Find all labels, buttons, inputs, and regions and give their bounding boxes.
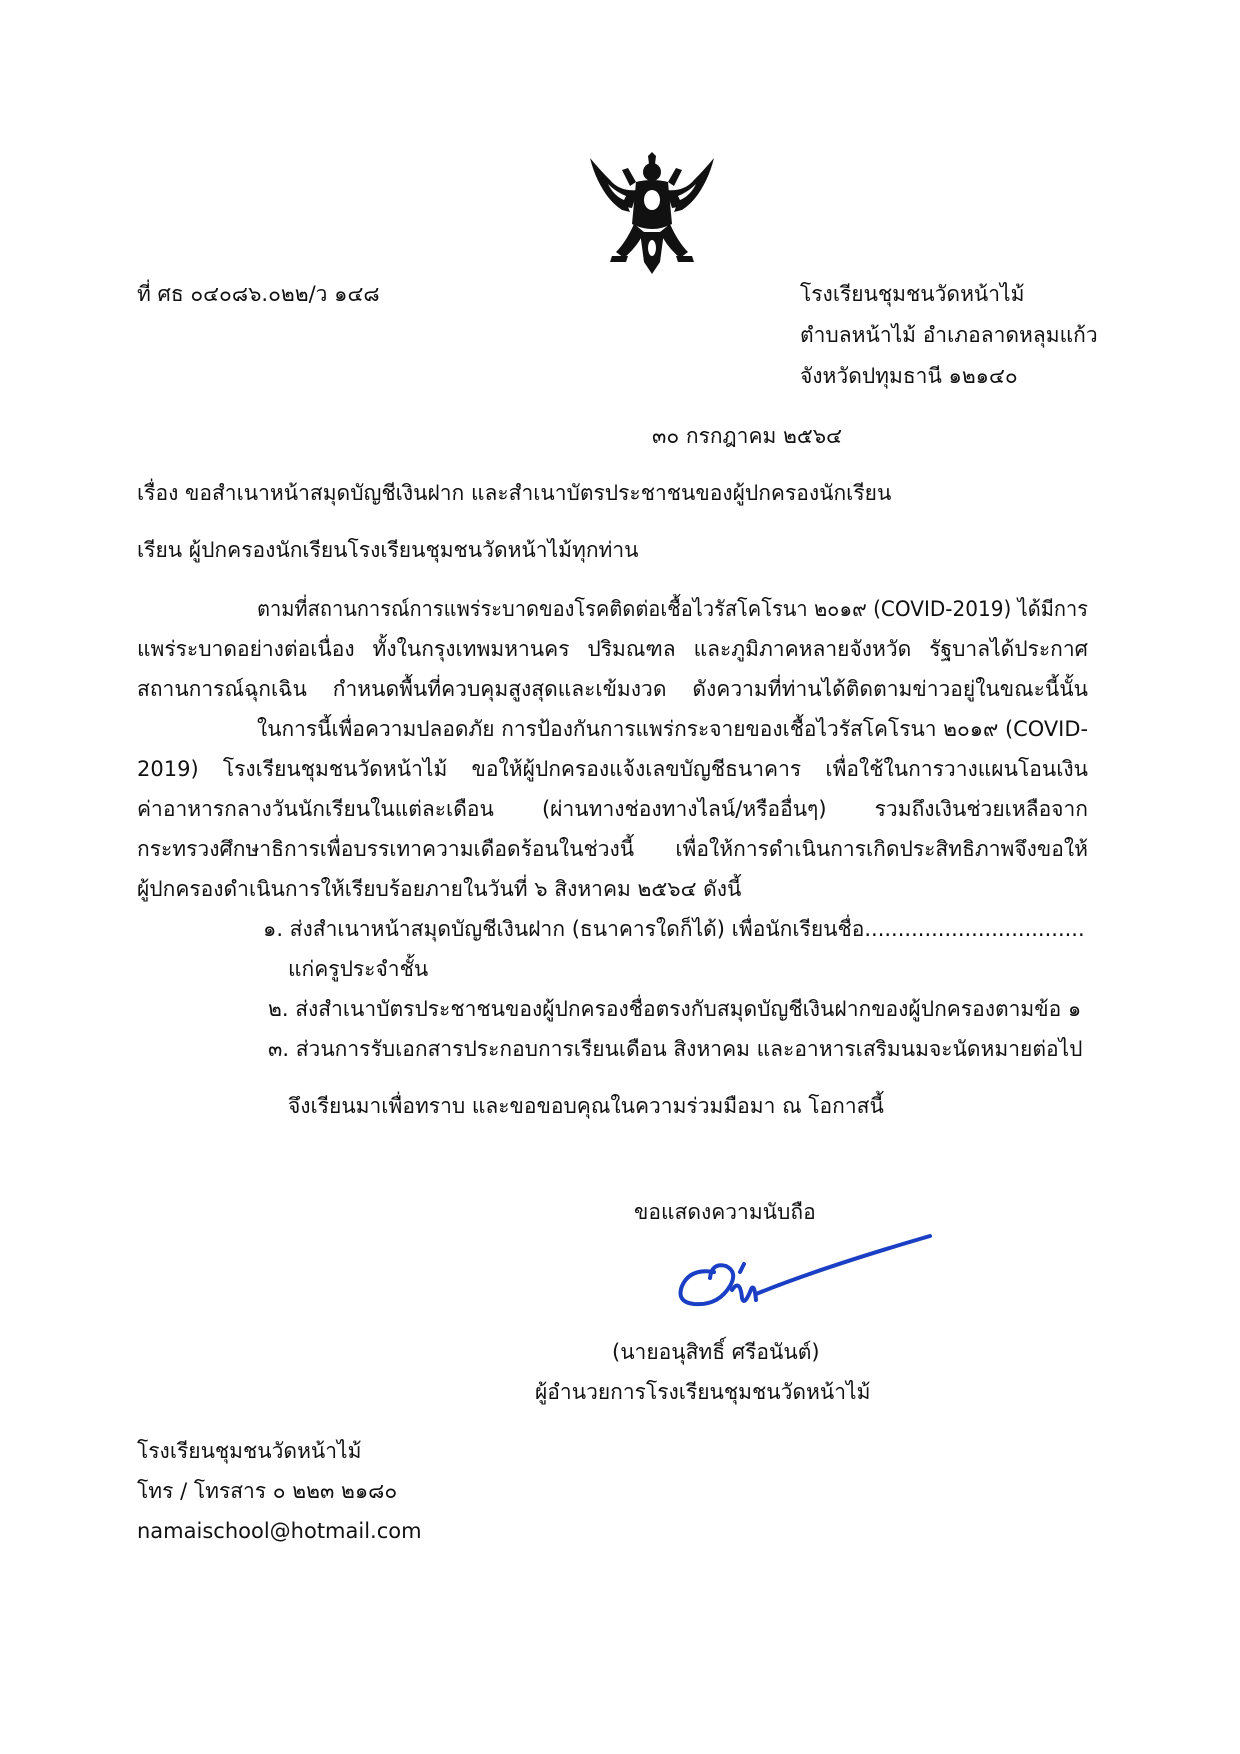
item-1-continuation: แก่ครูประจำชั้น: [288, 957, 429, 981]
para2-line-5: ผู้ปกครองดำเนินการให้เรียบร้อยภายในวันที่ ๖ สิงหาคม ๒๕๖๔ ดังนี้: [137, 877, 742, 901]
para2-line-2: 2019) โรงเรียนชุมชนวัดหน้าไม้ ขอให้ผู้ปกครองแจ้งเลขบัญชีธนาคาร เพื่อใช้ในการวางแผนโอนเงิน: [137, 757, 1088, 781]
address-line-2: จังหวัดปทุมธานี ๑๒๑๔๐: [800, 364, 1018, 388]
item-2: ๒. ส่งสำเนาบัตรประชาชนของผู้ปกครองชื่อตรงกับสมุดบัญชีเงินฝากของผู้ปกครองตามข้อ ๑: [268, 997, 1082, 1021]
handwritten-signature: [670, 1228, 940, 1316]
closing-sentence: จึงเรียนมาเพื่อทราบ และขอขอบคุณในความร่วมมือมา ณ โอกาสนี้: [288, 1094, 884, 1118]
letter-date: ๓๐ กรกฎาคม ๒๕๖๔: [652, 424, 842, 448]
para2-line-1: ในการนี้เพื่อความปลอดภัย การป้องกันการแพร่กระจายของเชื้อไวรัสโคโรนา ๒๐๑๙ (COVID-: [257, 717, 1088, 741]
recipient-line: เรียน ผู้ปกครองนักเรียนโรงเรียนชุมชนวัดหน้าไม้ทุกท่าน: [137, 538, 639, 562]
subject-line: เรื่อง ขอสำเนาหน้าสมุดบัญชีเงินฝาก และสำเนาบัตรประชาชนของผู้ปกครองนักเรียน: [137, 481, 892, 505]
signatory-position: ผู้อำนวยการโรงเรียนชุมชนวัดหน้าไม้: [535, 1380, 871, 1404]
footer-email: namaischool@hotmail.com: [137, 1519, 422, 1543]
para1-line-1: ตามที่สถานการณ์การแพร่ระบาดของโรคติดต่อเชื้อไวรัสโคโรนา ๒๐๑๙ (COVID-2019) ได้มีการ: [257, 597, 1088, 621]
item-3: ๓. ส่วนการรับเอกสารประกอบการเรียนเดือน สิงหาคม และอาหารเสริมนมจะนัดหมายต่อไป: [268, 1037, 1083, 1061]
para1-line-2: แพร่ระบาดอย่างต่อเนื่อง ทั้งในกรุงเทพมหานคร ปริมณฑล และภูมิภาคหลายจังหวัด รัฐบาลได้ประกาศ: [137, 637, 1088, 661]
salutation: ขอแสดงความนับถือ: [634, 1200, 816, 1224]
garuda-emblem-icon: [586, 152, 718, 280]
reference-number: ที่ ศธ ๐๔๐๘๖.๐๒๒/ว ๑๔๘: [137, 282, 380, 306]
para2-line-4: กระทรวงศึกษาธิการเพื่อบรรเทาความเดือดร้อนในช่วงนี้ เพื่อให้การดำเนินการเกิดประสิทธิภาพจึงขอให้: [137, 837, 1088, 861]
footer-school: โรงเรียนชุมชนวัดหน้าไม้: [137, 1439, 362, 1463]
school-name: โรงเรียนชุมชนวัดหน้าไม้: [800, 282, 1025, 306]
para2-line-3: ค่าอาหารกลางวันนักเรียนในแต่ละเดือน (ผ่านทางช่องทางไลน์/หรืออื่นๆ) รวมถึงเงินช่วยเหลือจาก: [137, 797, 1088, 821]
signatory-name: (นายอนุสิทธิ์ ศรีอนันต์): [612, 1340, 820, 1364]
footer-phone: โทร / โทรสาร ๐ ๒๒๓ ๒๑๘๐: [137, 1479, 398, 1503]
item-1: ๑. ส่งสำเนาหน้าสมุดบัญชีเงินฝาก (ธนาคารใดก็ได้) เพื่อนักเรียนชื่อ.................................: [263, 917, 1085, 941]
para1-line-3: สถานการณ์ฉุกเฉิน กำหนดพื้นที่ควบคุมสูงสุดและเข้มงวด ดังความที่ท่านได้ติดตามข่าวอยู่ในขณะนี้นั้น: [137, 677, 1088, 701]
address-line-1: ตำบลหน้าไม้ อำเภอลาดหลุมแก้ว: [800, 323, 1098, 347]
